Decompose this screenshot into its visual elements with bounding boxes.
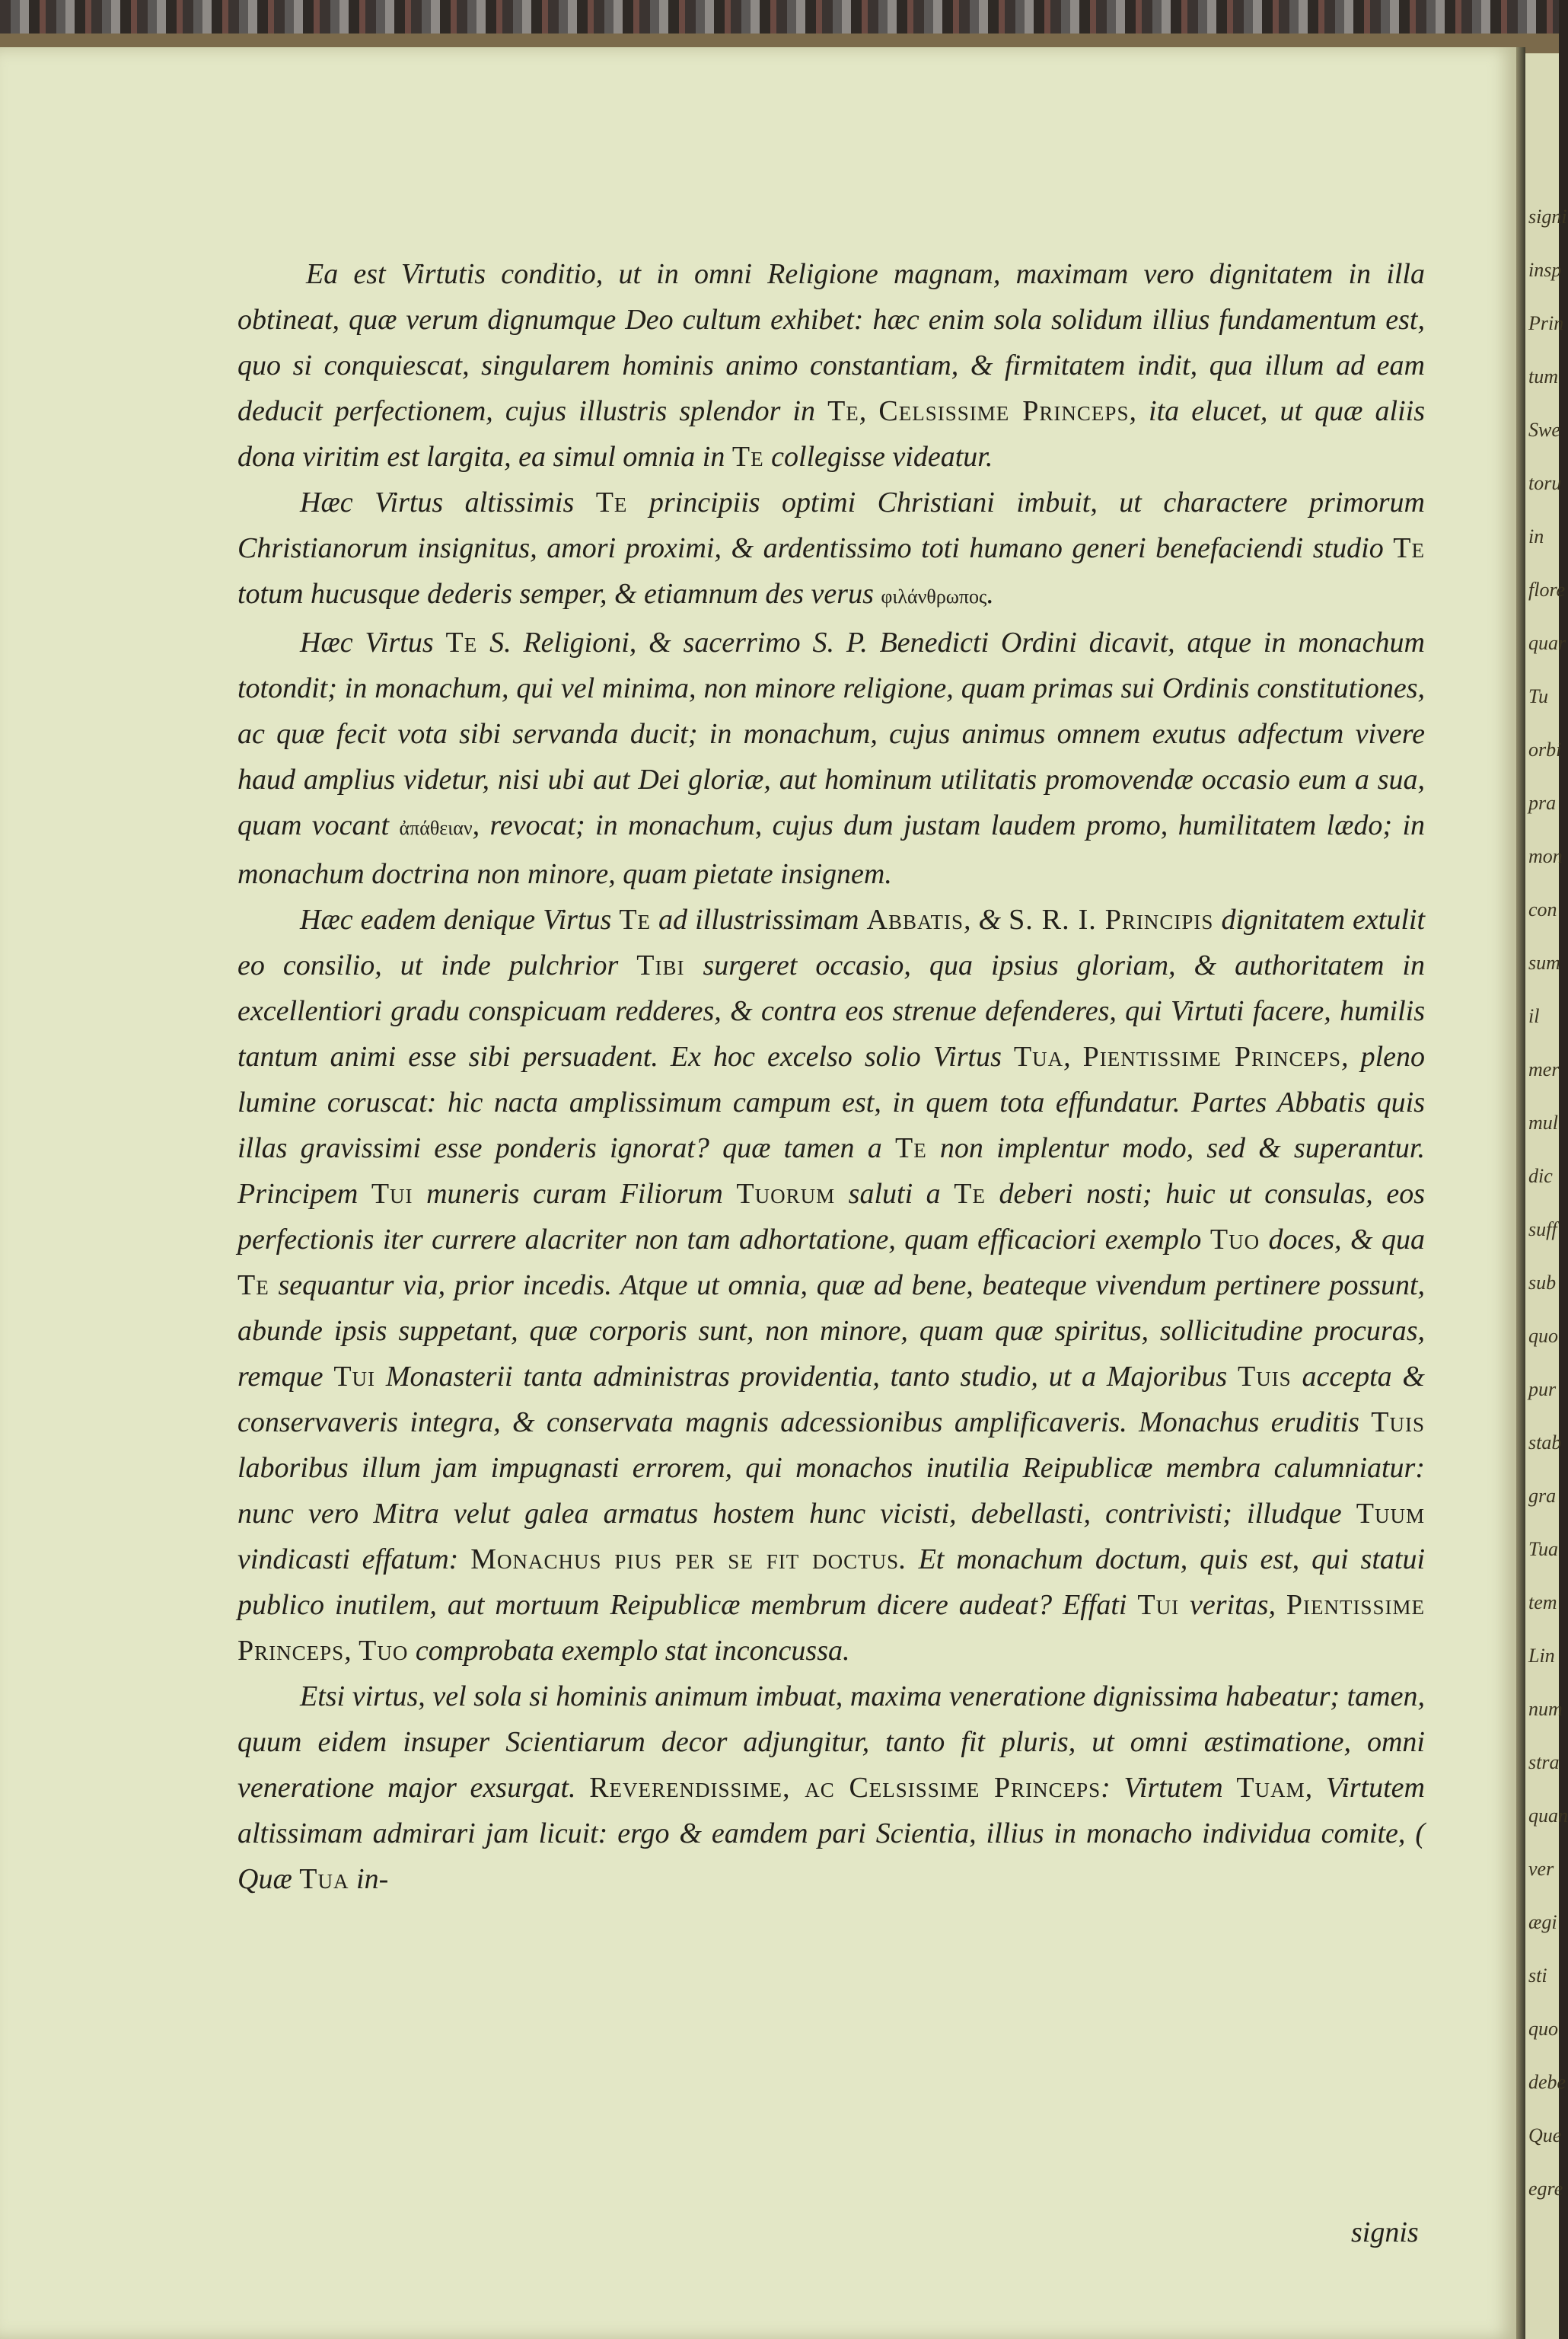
carpet-background xyxy=(0,0,1559,38)
next-page-fragment: sum xyxy=(1528,952,1560,974)
text-segment: , revocat; in monachum, cujus dum justam laudem promo, humilitatem lædo; in monachum doctrina non minore, quam pietate insignem. xyxy=(237,809,1426,890)
text-segment: accepta & conservaveris integra, & conservata magnis adcessionibus amplificaveris. Monachus eruditis xyxy=(237,1361,1425,1438)
next-page-fragment: num xyxy=(1528,1698,1563,1720)
small-caps-text: Celsissime Princeps xyxy=(878,395,1130,427)
text-segment: ad illustrissimam xyxy=(651,904,867,936)
text-segment: S. Religioni, & sacerrimo S. P. Benedicti Ordini dicavit, atque in monachum totondit; in monachum, qui vel minima, non minore religione, quam primas sui Ordinis constitutiones, ac quæ fecit vota sibi servanda ducit; in monachum, cujus animus omnem exutus adfectum vivere haud amplius videtur, nisi ubi aut Dei gloriæ, aut hominum utilitatis promovendæ occasio eum a sua, quam vocant xyxy=(237,627,1425,841)
next-page-fragment: Lin xyxy=(1528,1645,1555,1667)
text-segment: , & xyxy=(963,904,1009,936)
small-caps-text: Pientissime Princeps xyxy=(1082,1041,1342,1073)
next-page-fragment: Que xyxy=(1528,2124,1562,2146)
small-caps-text: Te xyxy=(894,1132,927,1164)
small-caps-text: Tuam xyxy=(1236,1772,1305,1804)
next-page-fragment: Swe xyxy=(1528,419,1560,441)
text-segment: , xyxy=(1063,1041,1083,1073)
text-segment: . Et monachum doctum, quis est, qui statui publico inutilem, aut mortuum Reipublicæ membrum dicere audeat? Effati xyxy=(237,1543,1426,1621)
small-caps-text: Pientissime Princeps xyxy=(237,1589,1425,1667)
next-page-fragment: gra xyxy=(1528,1485,1557,1507)
text-segment: principiis optimi Christiani imbuit, ut charactere primorum Christianorum insignitus, amori proximi, & ardentissimo toti humano generi benefaciendi studio xyxy=(237,487,1425,564)
next-page-fragment: dic xyxy=(1528,1165,1553,1187)
next-page-fragment: quo xyxy=(1528,1325,1558,1347)
text-segment: totum hucusque dederis semper, & etiamnum des verus xyxy=(237,578,881,610)
greek-word: ἀπάθειαν xyxy=(399,817,473,839)
paragraph xyxy=(237,897,1425,1674)
next-page-fragment: orbi xyxy=(1528,739,1562,761)
next-page-fragment: Tua xyxy=(1528,1538,1559,1560)
small-caps-text: Reverendissime, ac Celsissime Princeps xyxy=(589,1772,1101,1804)
next-page-fragment: insp xyxy=(1528,259,1562,281)
next-page-fragment: debe xyxy=(1528,2071,1566,2093)
text-segment: : Virtutem xyxy=(1101,1772,1237,1804)
small-caps-text: Tui xyxy=(333,1361,376,1393)
next-page-fragment: quan xyxy=(1528,1805,1568,1827)
greek-word: φιλάνθρωπος xyxy=(881,586,987,608)
text-segment: in- xyxy=(349,1863,389,1895)
small-caps-text: Tuis xyxy=(1237,1361,1292,1393)
small-caps-text: Tuo xyxy=(359,1635,409,1667)
small-caps-text: Te xyxy=(1393,532,1425,564)
small-caps-text: Tui xyxy=(1137,1589,1180,1621)
small-caps-text: Monachus pius per se fit doctus xyxy=(470,1543,900,1575)
text-segment: muneris curam Filiorum xyxy=(413,1178,737,1210)
next-page-fragment: pra xyxy=(1528,792,1557,814)
paragraph xyxy=(237,251,1425,480)
next-page-fragment: il xyxy=(1528,1005,1540,1027)
small-caps-text: Tui xyxy=(371,1178,413,1210)
next-page-fragment: quo xyxy=(1528,2018,1558,2040)
text-segment: dignitatem extulit eo consilio, ut inde pulchrior xyxy=(237,904,1426,981)
text-segment: , Virtutem altissimam admirari jam licuit: ergo & eamdem pari Scientia, illius in monacho individua comite, ( Quæ xyxy=(237,1772,1425,1895)
text-segment: laboribus illum jam impugnasti errorem, qui monachos inutilia Reipublicæ membra calumniatur: nunc vero Mitra velut galea armatus hostem hunc vicisti, debellasti, contrivisti; illudque xyxy=(237,1452,1425,1530)
next-page-fragment: tum xyxy=(1528,365,1558,388)
text-segment: Etsi virtus, vel sola si hominis animum imbuat, maxima veneratione dignissima habeatur; tamen, quum eidem insuper Scientiarum decor adjungitur, tanto fit pluris, ut omni æstimatione, omni veneratione major exsurgat. xyxy=(237,1680,1425,1804)
next-page-fragment: ægi xyxy=(1528,1911,1557,1933)
next-page-fragment: tem xyxy=(1528,1591,1557,1613)
book-gutter xyxy=(1516,47,1525,2339)
paragraph xyxy=(237,1674,1425,1902)
next-page-fragment: egre xyxy=(1528,2178,1563,2200)
small-caps-text: Te xyxy=(731,441,764,473)
text-segment: collegisse videatur. xyxy=(763,441,993,473)
next-page-fragment: sub xyxy=(1528,1272,1557,1294)
paragraph xyxy=(237,480,1425,620)
text-segment: Hæc Virtus xyxy=(300,627,446,659)
small-caps-text: Abbatis xyxy=(866,904,964,936)
small-caps-text: Tuo xyxy=(1209,1224,1260,1256)
text-segment: surgeret occasio, qua ipsius gloriam, & authoritatem in excellentiori gradu conspicuam redderes, & contra eos strenue defenderes, qui Virtuti facere, humilis tantum animi esse sibi persuadent. Ex hoc excelso solio Virtus xyxy=(237,949,1425,1073)
next-page-fragment: toru xyxy=(1528,472,1562,494)
small-caps-text: Te xyxy=(827,395,859,427)
small-caps-text: Tuorum xyxy=(736,1178,836,1210)
next-page-fragment: stab xyxy=(1528,1431,1562,1453)
text-segment: comprobata exemplo stat inconcussa. xyxy=(408,1635,850,1667)
small-caps-text: Te xyxy=(619,904,652,936)
next-page-fragment: pur xyxy=(1528,1378,1557,1400)
next-page-fragment: quar xyxy=(1528,632,1566,654)
next-page-fragment: mer xyxy=(1528,1058,1560,1080)
text-segment: Ea est Virtutis conditio, ut in omni Religione magnam, maximam vero dignitatem in illa obtineat, quæ verum dignumque Deo cultum exhibet: hæc enim sola solidum illius fundamentum est, quo si conquiescat, singularem hominis animo constantiam, & firmitatem indit, qua illum ad eam deducit perfectionem, cujus illustris splendor in xyxy=(237,258,1425,427)
small-caps-text: Tua xyxy=(299,1863,349,1895)
text-segment: vindicasti effatum: xyxy=(237,1543,471,1575)
text-segment: , pleno lumine coruscat: hic nacta amplissimum campum est, in quem tota effundatur. Partes Abbatis quis illas gravissimi esse ponderis ignorat? quæ tamen a xyxy=(237,1041,1425,1164)
paragraph xyxy=(237,620,1425,897)
next-page-fragment: stra xyxy=(1528,1751,1560,1773)
catchword: signis xyxy=(1351,2216,1419,2248)
text-segment: , xyxy=(859,395,879,427)
text-segment: Hæc Virtus altissimis xyxy=(300,487,596,519)
text-segment: Monasterii tanta administras providentia, tanto studio, ut a Majoribus xyxy=(375,1361,1238,1393)
text-segment: , xyxy=(344,1635,359,1667)
small-caps-text: Te xyxy=(237,1269,269,1301)
next-page-fragment: mon xyxy=(1528,845,1563,867)
small-caps-text: Tuis xyxy=(1371,1406,1425,1438)
text-segment: doces, & qua xyxy=(1260,1224,1426,1256)
small-caps-text: Tuum xyxy=(1356,1498,1425,1530)
next-page-fragment: Prin xyxy=(1528,312,1564,334)
page-body-text xyxy=(237,251,1425,1902)
small-caps-text: Tua xyxy=(1013,1041,1064,1073)
next-page-fragment: flore xyxy=(1528,579,1566,601)
next-page-edge xyxy=(1525,53,1568,2339)
small-caps-text: Tibi xyxy=(636,949,685,981)
small-caps-text: S. R. I. Principis xyxy=(1009,904,1214,936)
text-segment: sequantur via, prior incedis. Atque ut omnia, quæ ad bene, beateque vivendum pertinere possunt, abunde ipsis suppetant, quæ corporis sunt, non minore, quam quæ spiritus, sollicitudine procuras, remque xyxy=(237,1269,1425,1393)
text-segment: deberi nosti; huic ut consulas, eos perfectionis iter currere alacriter non tam adhortatione, quam efficaciori exemplo xyxy=(237,1178,1425,1256)
text-segment: saluti a xyxy=(835,1178,955,1210)
small-caps-text: Te xyxy=(954,1178,986,1210)
text-segment: non implentur modo, sed & superantur. Principem xyxy=(237,1132,1426,1210)
next-page-fragment: in xyxy=(1528,525,1544,547)
next-page-fragment: Tu xyxy=(1528,685,1549,707)
next-page-fragment: ver xyxy=(1528,1858,1554,1880)
text-segment: . xyxy=(986,578,994,610)
text-segment: veritas, xyxy=(1179,1589,1286,1621)
next-page-fragment: sti xyxy=(1528,1964,1547,1986)
next-page-fragment: mul xyxy=(1528,1112,1558,1134)
text-segment: Hæc eadem denique Virtus xyxy=(300,904,620,936)
next-page-fragment: con xyxy=(1528,898,1557,921)
next-page-fragment: signi xyxy=(1528,206,1567,228)
small-caps-text: Te xyxy=(445,627,478,659)
next-page-fragment: suff xyxy=(1528,1218,1557,1240)
text-segment: , ita elucet, ut quæ aliis dona viritim est largita, ea simul omnia in xyxy=(237,395,1426,473)
small-caps-text: Te xyxy=(595,487,628,519)
